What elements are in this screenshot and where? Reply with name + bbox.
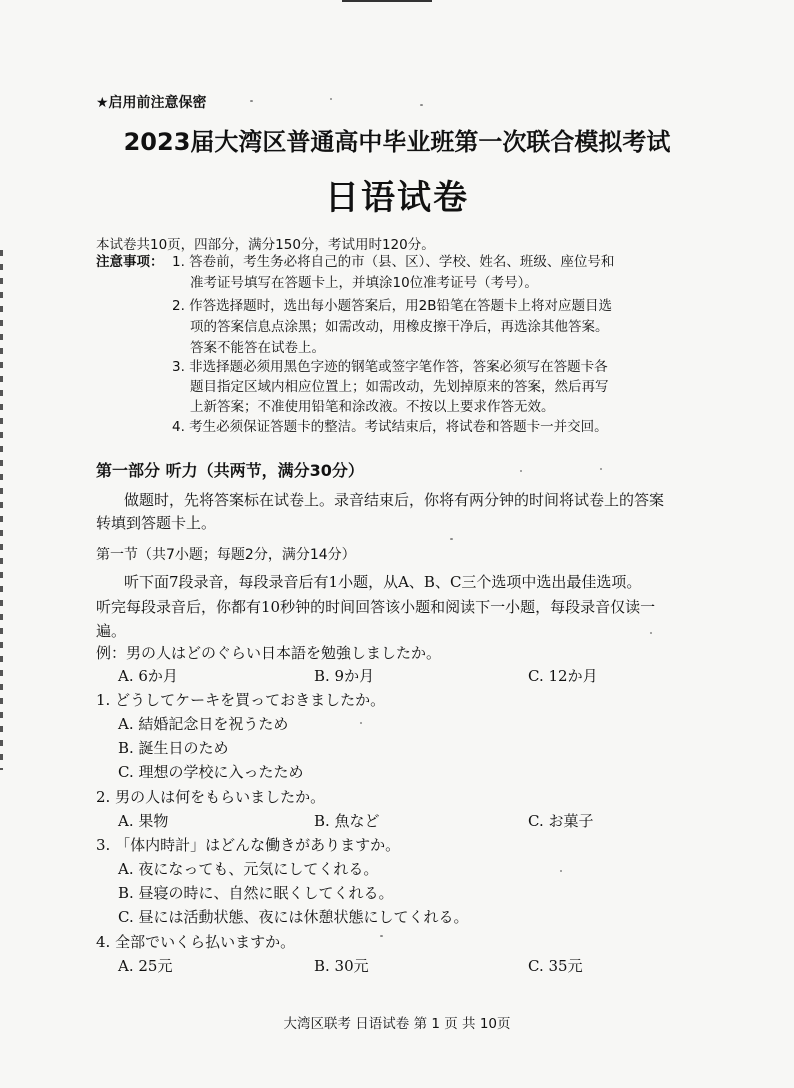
- example-question: 例：男の人はどのぐらい日本語を勉強しましたか。: [96, 644, 442, 662]
- question-1: 1. どうしてケーキを買っておきましたか。: [96, 691, 386, 709]
- part1-desc: 转填到答题卡上。: [96, 514, 217, 532]
- example-option-c: C. 12か月: [528, 667, 598, 685]
- question-4-option-c: C. 35元: [528, 957, 583, 975]
- note-line: 答案不能答在试卷上。: [190, 340, 325, 356]
- note-line: 题目指定区域内相应位置上；如需改动，先划掉原来的答案，然后再写: [190, 379, 609, 395]
- question-2-option-b: B. 魚など: [314, 812, 380, 830]
- scan-edge: [0, 250, 3, 770]
- page-footer: 大湾区联考 日语试卷 第 1 页 共 10页: [283, 1016, 511, 1032]
- question-1-option-b: B. 誕生日のため: [118, 739, 229, 757]
- note-line: 上新答案；不准使用铅笔和涂改液。不按以上要求作答无效。: [190, 399, 555, 415]
- note-line: 4. 考生必须保证答题卡的整洁。考试结束后，将试卷和答题卡一并交回。: [172, 419, 608, 435]
- scan-speck: [560, 870, 562, 872]
- exam-title: 2023届大湾区普通高中毕业班第一次联合模拟考试: [123, 128, 671, 156]
- scan-speck: [330, 98, 332, 100]
- scan-speck: [250, 100, 253, 102]
- part1-desc: 做题时，先将答案标在试卷上。录音结束后，你将有两分钟的时间将试卷上的答案: [124, 491, 665, 509]
- question-4-option-b: B. 30元: [314, 957, 369, 975]
- scan-speck: [450, 538, 453, 540]
- scan-speck: [360, 722, 362, 724]
- scan-speck: [520, 470, 522, 472]
- question-2-option-c: C. お菓子: [528, 812, 594, 830]
- question-1-option-c: C. 理想の学校に入ったため: [118, 763, 304, 781]
- top-rule: [342, 0, 432, 2]
- part1-heading: 第一部分 听力（共两节，满分30分）: [96, 461, 364, 480]
- note-line: 准考证号填写在答题卡上，并填涂10位准考证号（考号）。: [190, 275, 538, 291]
- note-line: 3. 非选择题必须用黑色字迹的钢笔或签字笔作答，答案必须写在答题卡各: [172, 359, 608, 375]
- question-4-option-a: A. 25元: [118, 957, 173, 975]
- question-3: 3. 「体内時計」はどんな働きがありますか。: [96, 836, 401, 854]
- section1-desc: 遍。: [96, 622, 127, 640]
- scan-speck: [380, 935, 383, 937]
- exam-subtitle: 日语试卷: [325, 178, 469, 218]
- note-line: 2. 作答选择题时，选出每小题答案后，用2B铅笔在答题卡上将对应题目选: [172, 298, 613, 314]
- question-2: 2. 男の人は何をもらいましたか。: [96, 788, 326, 806]
- exam-intro: 本试卷共10页，四部分，满分150分，考试用时120分。: [96, 237, 435, 253]
- question-1-option-a: A. 結婚記念日を祝うため: [118, 715, 289, 733]
- example-option-b: B. 9か月: [314, 667, 375, 685]
- section1-desc: 听完每段录音后，你都有10秒钟的时间回答该小题和阅读下一小题，每段录音仅读一: [96, 598, 656, 616]
- question-3-option-b: B. 昼寝の時に、自然に眠くしてくれる。: [118, 884, 394, 902]
- example-option-a: A. 6か月: [118, 667, 178, 685]
- notes-label: 注意事项：: [96, 254, 164, 270]
- section1-heading: 第一节（共7小题；每题2分，满分14分）: [96, 547, 356, 563]
- note-line: 1. 答卷前，考生务必将自己的市（县、区）、学校、姓名、班级、座位号和: [172, 254, 615, 270]
- confidential-notice: ★启用前注意保密: [96, 95, 207, 111]
- question-3-option-c: C. 昼には活動状態、夜には休憩状態にしてくれる。: [118, 908, 469, 926]
- note-line: 项的答案信息点涂黑；如需改动，用橡皮擦干净后，再选涂其他答案。: [190, 319, 609, 335]
- section1-desc: 听下面7段录音，每段录音后有1小题，从A、B、C三个选项中选出最佳选项。: [124, 573, 642, 591]
- question-2-option-a: A. 果物: [118, 812, 169, 830]
- question-3-option-a: A. 夜になっても、元気にしてくれる。: [118, 860, 379, 878]
- question-4: 4. 全部でいくら払いますか。: [96, 933, 296, 951]
- scan-speck: [600, 468, 602, 470]
- scan-speck: [420, 104, 423, 106]
- scan-speck: [650, 632, 652, 634]
